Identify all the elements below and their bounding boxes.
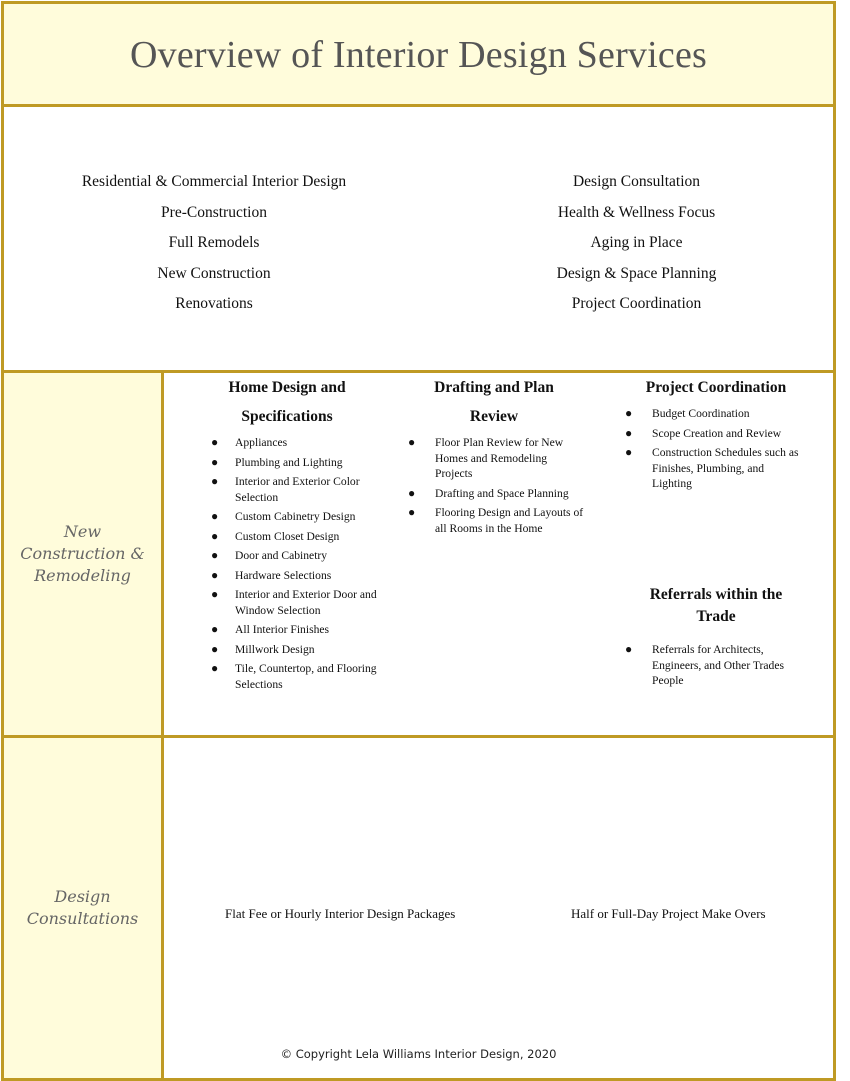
list-item: [621, 426, 811, 442]
bullet-icon: ●: [625, 406, 633, 420]
list-item-text: Tile, Countertop, and Flooring Selections: [235, 662, 377, 691]
bullet-icon: ●: [211, 587, 219, 601]
service-item: Pre-Construction: [161, 203, 267, 221]
drafting-list: [404, 435, 584, 536]
title-line: Review: [469, 408, 519, 425]
service-item: New Construction: [157, 264, 271, 282]
service-item: Design Consultation: [572, 173, 700, 190]
page-title: Overview of Interior Design Services: [129, 34, 707, 76]
list-item: [187, 568, 387, 584]
list-item: [187, 642, 387, 658]
list-item: [187, 435, 387, 451]
list-item-text: Construction Schedules such as Finishes, Plumbing, and Lighting: [652, 446, 799, 490]
list-item: [621, 445, 811, 492]
side-label-line: Consultations: [26, 909, 139, 928]
list-item-text: Scope Creation and Review: [652, 426, 782, 440]
design-consultations-section: [4, 738, 833, 1078]
bullet-icon: ●: [211, 474, 219, 488]
list-item: [621, 406, 811, 422]
service-item: Aging in Place: [590, 234, 683, 251]
bullet-icon: ●: [625, 425, 633, 440]
list-item: [187, 455, 387, 471]
title-line: Home Design and: [228, 379, 346, 396]
referrals-list: [621, 642, 811, 689]
referrals-column: [621, 584, 811, 693]
list-item: [187, 474, 387, 505]
bullet-icon: ●: [211, 528, 219, 543]
side-label-line: New: [63, 522, 102, 541]
bullet-icon: ●: [625, 445, 633, 459]
copyright-notice: © Copyright Lela Williams Interior Design, 2020: [280, 1047, 557, 1061]
list-item: [404, 486, 584, 502]
title-line: Drafting and Plan: [434, 379, 554, 396]
list-item: [621, 642, 811, 689]
home-design-title: [187, 373, 387, 431]
project-coordination-list: [621, 406, 811, 492]
service-item: Health & Wellness Focus: [557, 203, 716, 221]
services-right-list: [524, 167, 749, 320]
list-item-text: Plumbing and Lighting: [235, 455, 343, 469]
list-item: [187, 548, 387, 564]
design-consultations-label: [4, 738, 164, 1078]
bullet-icon: ●: [408, 485, 416, 500]
side-label-line: Construction &: [20, 544, 145, 563]
home-design-column: [187, 373, 387, 696]
title-line: Trade: [696, 608, 736, 625]
bullet-icon: ●: [625, 642, 633, 656]
list-item-text: Appliances: [235, 436, 288, 449]
list-item-text: Drafting and Space Planning: [435, 486, 569, 500]
list-item-text: All Interior Finishes: [235, 623, 330, 636]
bullet-icon: ●: [211, 435, 219, 449]
service-item: Full Remodels: [168, 234, 260, 251]
services-summary: [4, 107, 833, 373]
bullet-icon: ●: [211, 548, 219, 562]
header-band: [4, 4, 833, 107]
bullet-icon: ●: [211, 509, 219, 523]
list-item-text: Door and Cabinetry: [235, 549, 328, 562]
list-item: [404, 505, 584, 536]
list-item-text: Floor Plan Review for New Homes and Remodeling Projects: [435, 436, 564, 480]
list-item-text: Custom Closet Design: [235, 529, 340, 543]
bullet-icon: ●: [211, 567, 219, 582]
list-item-text: Hardware Selections: [235, 568, 332, 582]
title-line: Specifications: [241, 408, 333, 425]
drafting-column: [404, 373, 584, 540]
list-item: [187, 587, 387, 618]
services-overview-document: [1, 1, 836, 1081]
side-label-line: Design: [54, 887, 111, 906]
drafting-title: [404, 373, 584, 431]
list-item-text: Custom Cabinetry Design: [235, 510, 356, 523]
list-item-text: Referrals for Architects, Engineers, and Other Trades People: [652, 643, 785, 687]
bullet-icon: ●: [211, 641, 219, 656]
list-item: [187, 622, 387, 638]
list-item-text: Interior and Exterior Color Selection: [235, 475, 360, 504]
bullet-icon: ●: [211, 454, 219, 469]
service-item: Residential & Commercial Interior Design: [81, 173, 347, 190]
new-construction-section: [4, 373, 833, 738]
consultation-item: Half or Full-Day Project Make Overs: [571, 906, 766, 921]
list-item: [187, 509, 387, 525]
list-item: [404, 435, 584, 482]
bullet-icon: ●: [211, 622, 219, 636]
home-design-list: [187, 435, 387, 692]
consultation-item: Flat Fee or Hourly Interior Design Packages: [225, 906, 456, 921]
list-item: [187, 529, 387, 545]
services-left-list: [44, 167, 384, 320]
list-item: [187, 661, 387, 692]
service-item: Project Coordination: [571, 295, 702, 312]
title-line: Referrals within the: [649, 586, 783, 603]
new-construction-label: [4, 373, 164, 735]
side-label-line: Remodeling: [34, 566, 131, 585]
list-item-text: Interior and Exterior Door and Window Selection: [235, 588, 377, 617]
bullet-icon: ●: [408, 505, 416, 519]
service-item: Design & Space Planning: [556, 264, 717, 282]
bullet-icon: ●: [408, 435, 416, 449]
project-coordination-column: [621, 373, 811, 496]
list-item-text: Millwork Design: [235, 642, 315, 656]
list-item-text: Budget Coordination: [652, 407, 750, 420]
project-coordination-title: Project Coordination: [645, 379, 787, 396]
list-item-text: Flooring Design and Layouts of all Rooms in the Home: [435, 506, 584, 535]
service-item: Renovations: [175, 295, 253, 312]
bullet-icon: ●: [211, 661, 219, 675]
referrals-title: [621, 584, 811, 628]
